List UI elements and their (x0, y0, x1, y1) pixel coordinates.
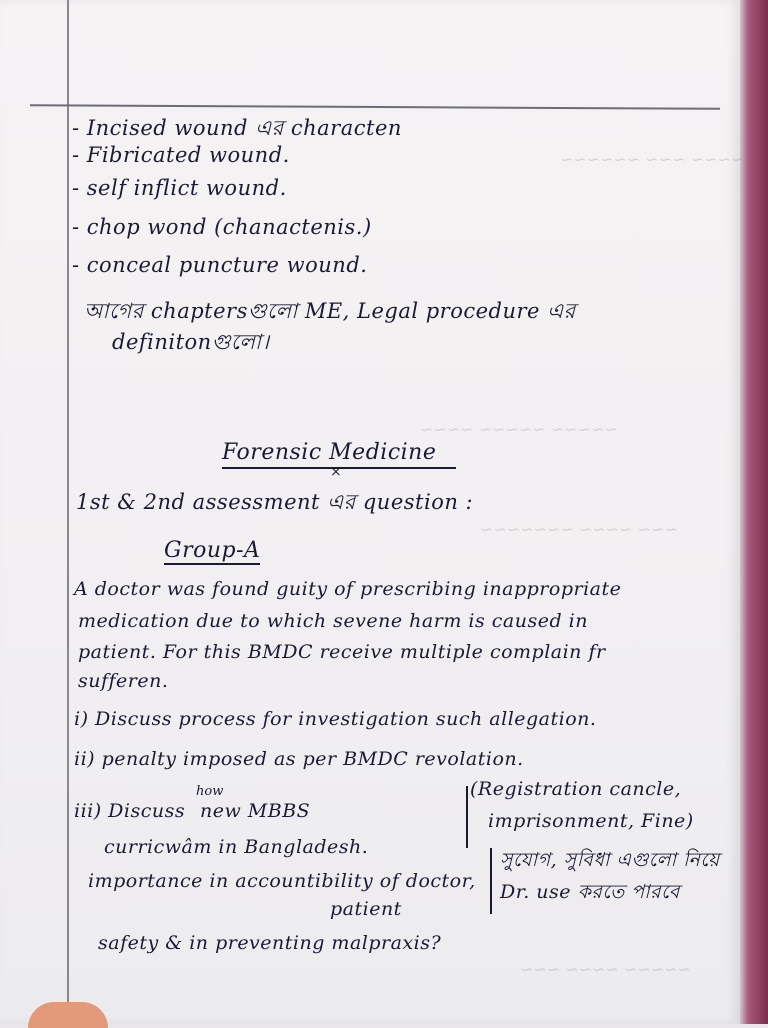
note-item: - Incised wound এর characten (72, 116, 402, 140)
question-line: sufferen. (78, 670, 169, 692)
sub-question-iii-line: curricwâm in Bangladesh. (104, 836, 369, 858)
question-line: A doctor was found guity of prescribing inappropriate (74, 578, 622, 600)
note-item: - Fibricated wound. (72, 143, 290, 167)
note-item: - self inflict wound. (72, 176, 287, 200)
chapter-note-line1: আগের chaptersগুলো ME, Legal procedure এর (84, 299, 576, 323)
chapter-note-line2: definitonগুলো। (112, 330, 270, 354)
side-note-bracket (490, 848, 492, 914)
question-line: medication due to which sevene harm is caused in (78, 610, 588, 632)
bleed-through: ~~~~~ ~~~~ ~~~ (520, 960, 692, 979)
sub-question-iii-line: importance in accountibility of doctor, (88, 870, 476, 892)
side-note-line: imprisonment, Fine) (488, 810, 694, 832)
bleed-through: ~~~~ ~~~ ~~~~~~ (560, 150, 745, 169)
bleed-through: ~~~~~ ~~~~~ ~~~~ (420, 420, 618, 439)
side-note-line: Dr. use করতে পারবে (500, 881, 680, 903)
side-note-bracket (466, 786, 468, 848)
note-item: - chop wond (chanactenis.) (72, 215, 372, 239)
bleed-through: ~~~ ~~~~ ~~~~~~~ (480, 520, 678, 539)
sub-question-ii: ii) penalty imposed as per BMDC revolation. (74, 748, 524, 770)
side-note-line: সুযোগ, সুবিধা এগুলো নিয়ে (500, 849, 720, 871)
sub-question-i: i) Discuss process for investigation such allegation. (74, 708, 597, 730)
margin-line (67, 0, 69, 1024)
sub-question-iii-line: safety & in preventing malpraxis? (98, 932, 442, 954)
note-item: - conceal puncture wound. (72, 253, 368, 277)
insertion-note: how (196, 784, 224, 799)
page-title: Forensic Medicine (222, 440, 456, 469)
sub-question-iii-rest: new MBBS (200, 800, 311, 822)
thumb (28, 1002, 108, 1028)
sub-question-iii-prefix: iii) Discuss (74, 800, 186, 822)
assessment-subtitle: 1st & 2nd assessment এর question : (76, 490, 474, 514)
side-note-line: (Registration cancle, (470, 778, 682, 800)
question-line: patient. For this BMDC receive multiple complain fr (78, 641, 606, 663)
group-heading: Group-A (164, 538, 261, 563)
cross-mark: × (330, 464, 342, 480)
sub-question-iii-line: patient (330, 898, 402, 920)
